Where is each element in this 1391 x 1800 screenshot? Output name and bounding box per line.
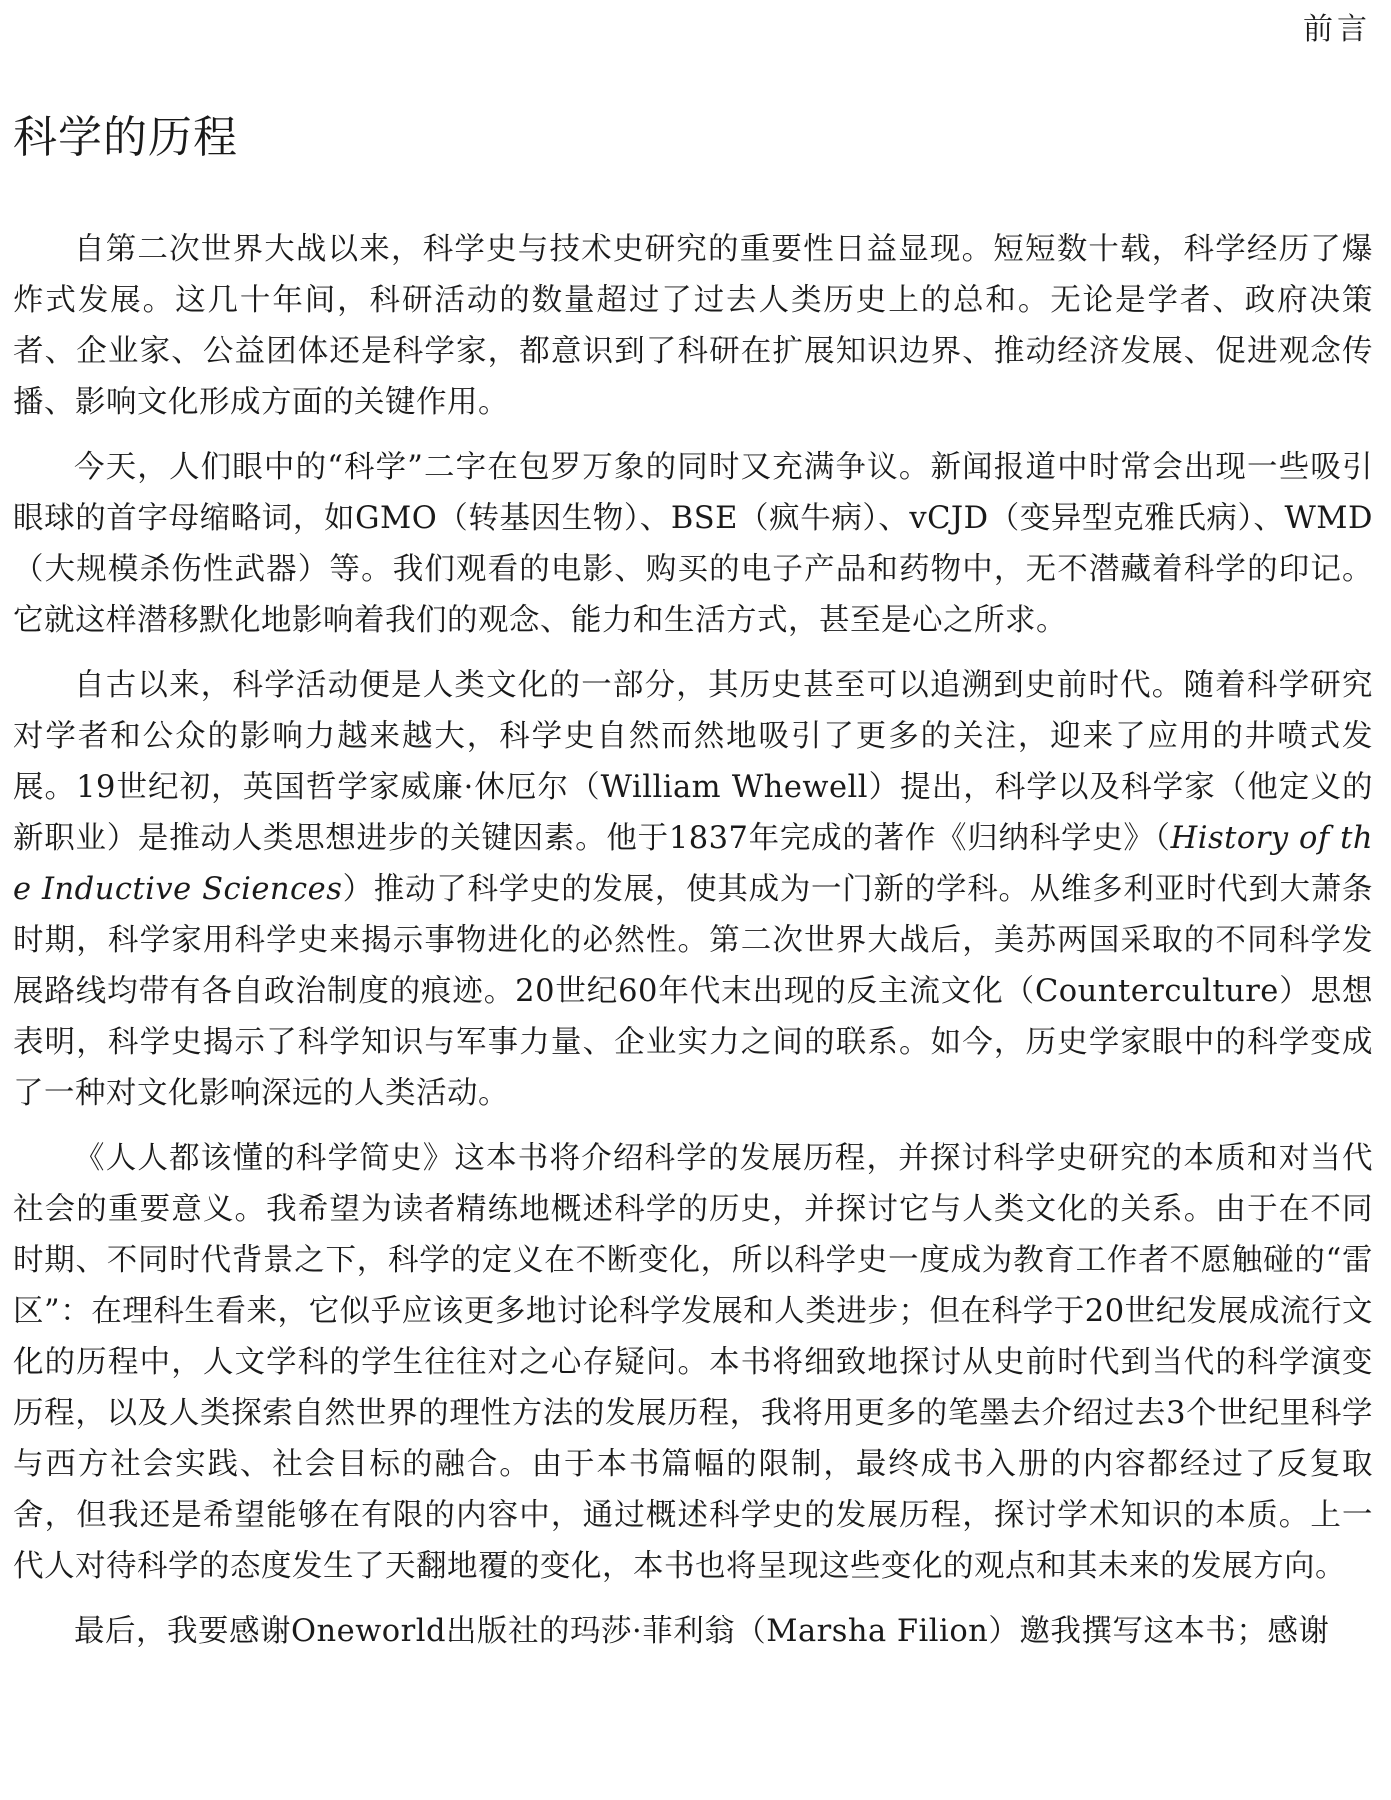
running-header: 前言: [1303, 12, 1371, 47]
paragraph-5: 最后，我要感谢Oneworld出版社的玛莎·菲利翁（Marsha Filion）邀我撰写这本书；感谢: [74, 1614, 1330, 1649]
paragraph-3-text-after-title: ）推动了科学史的发展，使其成为一门新的学科。从维多利亚时代到大萧条时期，科学家用科学史来揭示事物进化的必然性。第二次世界大战后，美苏两国采取的不同科学发展路线均带有各自政治制度的痕迹。20世纪60年代末出现的反主流文化（Counterculture）思想表明，科学史揭示了科学知识与军事力量、企业实力之间的联系。如今，历史学家眼中的科学变成了一种对文化影响深远的人类活动。: [13, 872, 1373, 1111]
paragraph-3-text-before-title: 自古以来，科学活动便是人类文化的一部分，其历史甚至可以追溯到史前时代。随着科学研究对学者和公众的影响力越来越大，科学史自然而然地吸引了更多的关注，迎来了应用的井喷式发展。19世纪初，英国哲学家威廉·休厄尔（William Whewell）提出，科学以及科学家（他定义的新职业）是推动人类思想进步的关键因素。他于1837年完成的著作《归纳科学史》（: [13, 668, 1373, 856]
paragraph-3: [13, 660, 1373, 1119]
chapter-title: 科学的历程: [13, 112, 238, 163]
paragraph-2: 今天，人们眼中的“科学”二字在包罗万象的同时又充满争议。新闻报道中时常会出现一些吸引眼球的首字母缩略词，如GMO（转基因生物）、BSE（疯牛病）、vCJD（变异型克雅氏病）、WMD（大规模杀伤性武器）等。我们观看的电影、购买的电子产品和药物中，无不潜藏着科学的印记。它就这样潜移默化地影响着我们的观念、能力和生活方式，甚至是心之所求。: [13, 450, 1373, 638]
paragraph-1: 自第二次世界大战以来，科学史与技术史研究的重要性日益显现。短短数十载，科学经历了爆炸式发展。这几十年间，科研活动的数量超过了过去人类历史上的总和。无论是学者、政府决策者、企业家、公益团体还是科学家，都意识到了科研在扩展知识边界、推动经济发展、促进观念传播、影响文化形成方面的关键作用。: [13, 232, 1373, 420]
paragraph-4: 《人人都该懂的科学简史》这本书将介绍科学的发展历程，并探讨科学史研究的本质和对当代社会的重要意义。我希望为读者精练地概述科学的历史，并探讨它与人类文化的关系。由于在不同时期、不同时代背景之下，科学的定义在不断变化，所以科学史一度成为教育工作者不愿触碰的“雷区”：在理科生看来，它似乎应该更多地讨论科学发展和人类进步；但在科学于20世纪发展成流行文化的历程中，人文学科的学生往往对之心存疑问。本书将细致地探讨从史前时代到当代的科学演变历程，以及人类探索自然世界的理性方法的发展历程，我将用更多的笔墨去介绍过去3个世纪里科学与西方社会实践、社会目标的融合。由于本书篇幅的限制，最终成书入册的内容都经过了反复取舍，但我还是希望能够在有限的内容中，通过概述科学史的发展历程，探讨学术知识的本质。上一代人对待科学的态度发生了天翻地覆的变化，本书也将呈现这些变化的观点和其未来的发展方向。: [13, 1141, 1373, 1584]
body-text: [13, 224, 1373, 1671]
book-title-italic: History of the Inductive Sciences: [13, 821, 1373, 907]
